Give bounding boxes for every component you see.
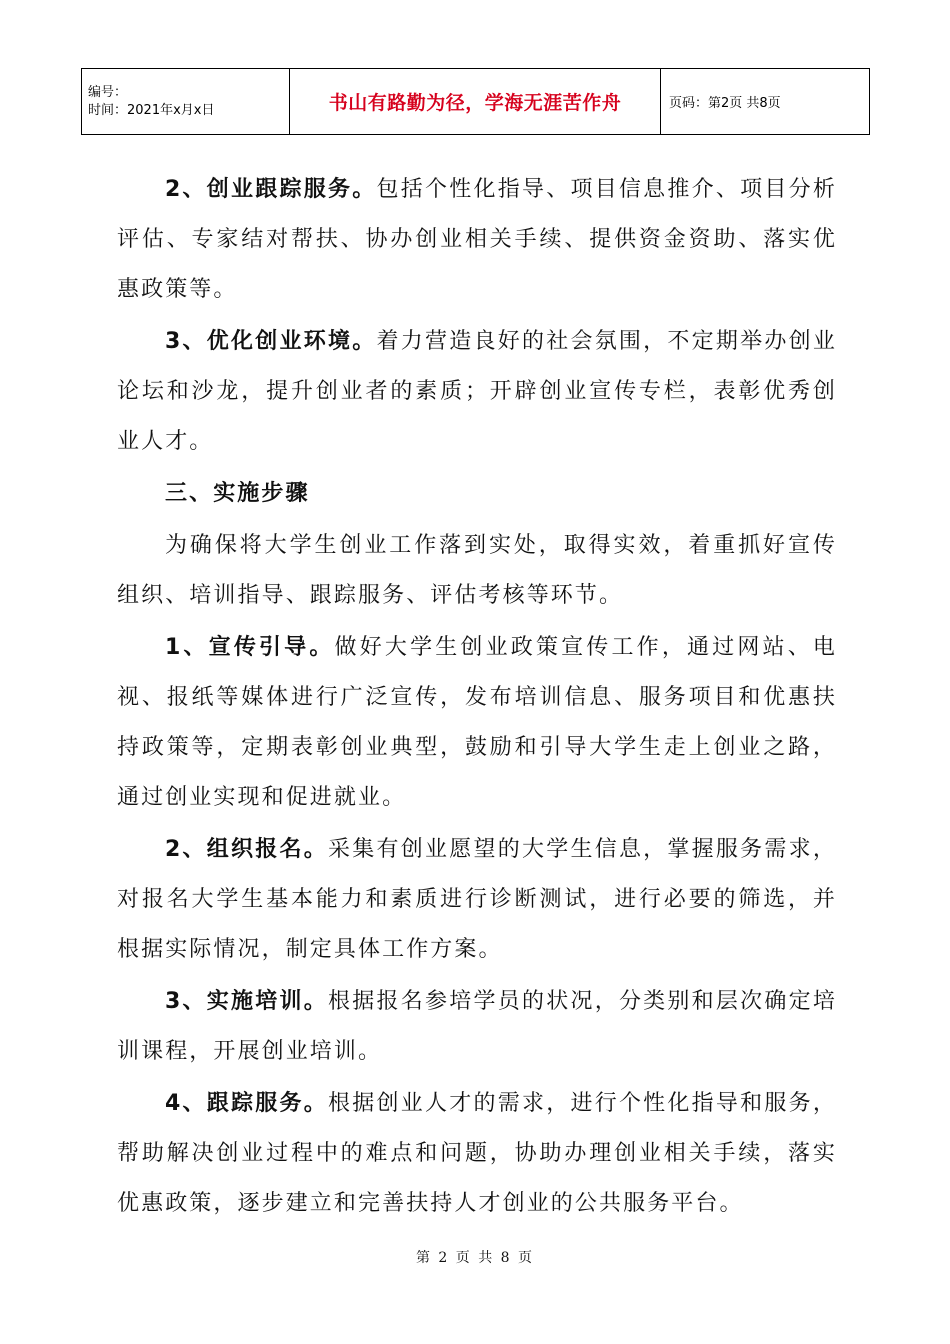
paragraph-text: 做好大学生创业政策宣传工作，通过网站、电视、报纸等媒体进行广泛宣传，发布培训信息、服务项目和优惠扶持政策等，定期表彰创业典型，鼓励和引导大学生走上创业之路，通过创业实现和促进就业。 (117, 635, 837, 810)
paragraph-text: 采集有创业愿望的大学生信息，掌握服务需求，对报名大学生基本能力和素质进行诊断测试，进行必要的筛选，并根据实际情况，制定具体工作方案。 (117, 837, 837, 962)
paragraph-lead: 1、宣传引导。 (165, 635, 335, 660)
section-heading: 三、实施步骤 (165, 481, 310, 506)
paragraph-lead: 3、实施培训。 (165, 989, 329, 1014)
paragraph (117, 825, 837, 975)
paragraph-text: 根据报名参培学员的状况，分类别和层次确定培训课程，开展创业培训。 (117, 989, 837, 1064)
paragraph-lead: 2、组织报名。 (165, 837, 329, 862)
paragraph (117, 165, 837, 315)
paragraph (117, 317, 837, 467)
header-motto: 书山有路勤为径，学海无涯苦作舟 (290, 69, 661, 135)
document-body (117, 165, 837, 1229)
paragraph-text: 为确保将大学生创业工作落到实处，取得实效，着重抓好宣传组织、培训指导、跟踪服务、评估考核等环节。 (117, 533, 837, 608)
document-header (81, 68, 870, 135)
paragraph-text: 根据创业人才的需求，进行个性化指导和服务，帮助解决创业过程中的难点和问题，协助办理创业相关手续，落实优惠政策，逐步建立和完善扶持人才创业的公共服务平台。 (117, 1091, 837, 1216)
paragraph-lead: 3、优化创业环境。 (165, 329, 377, 354)
paragraph-lead: 4、跟踪服务。 (165, 1091, 329, 1116)
paragraph-lead: 2、创业跟踪服务。 (165, 177, 377, 202)
header-page-code: 页码：第2页 共8页 (661, 69, 870, 135)
header-meta (82, 69, 290, 135)
paragraph-text: 包括个性化指导、项目信息推介、项目分析评估、专家结对帮扶、协办创业相关手续、提供资金资助、落实优惠政策等。 (117, 177, 837, 302)
paragraph (117, 623, 837, 823)
document-date: 时间：2021年x月x日 (88, 102, 215, 118)
paragraph (117, 1079, 837, 1229)
paragraph (117, 521, 837, 621)
paragraph (117, 977, 837, 1077)
document-number-label: 编号： (88, 84, 128, 100)
page-footer: 第 2 页 共 8 页 (415, 1250, 535, 1266)
paragraph-text: 着力营造良好的社会氛围，不定期举办创业论坛和沙龙，提升创业者的素质；开辟创业宣传专栏，表彰优秀创业人才。 (117, 329, 837, 454)
